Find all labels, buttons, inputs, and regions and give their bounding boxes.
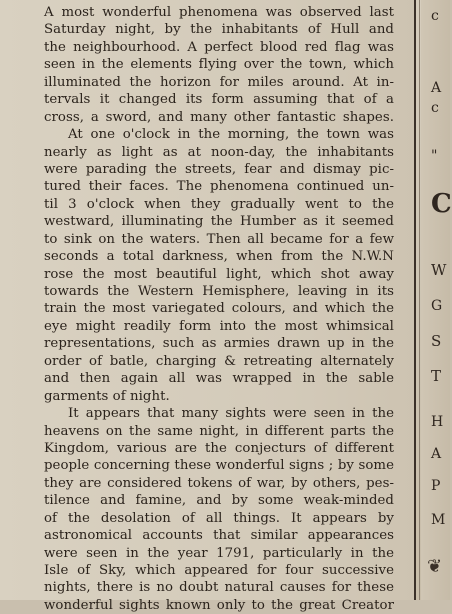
adjacent-fragment: P <box>431 478 441 494</box>
article-line: and then again all was wrapped in the sable <box>44 371 394 387</box>
article-line: heavens on the same night, in different parts the <box>44 423 394 439</box>
article-line: representations, such as armies drawn up in the <box>44 336 394 352</box>
article-line: rose the most beautiful light, which shot away <box>44 266 394 282</box>
article-line: to sink on the waters. Then all became for a few <box>44 231 394 247</box>
article-line: they are considered tokens of war, by others, pes- <box>44 475 394 491</box>
article-line: illuminated the horizon for miles around. At in- <box>44 74 394 90</box>
adjacent-fragment: H <box>431 414 444 430</box>
article-line: eye might readily form into the most whimsical <box>44 318 394 334</box>
article-line: Kingdom, various are the conjecturs of different <box>44 440 394 456</box>
article-line: It appears that many sights were seen in the <box>68 406 394 422</box>
adjacent-fragment: G <box>431 298 443 314</box>
column-divider <box>414 0 416 600</box>
article-line: cross, a sword, and many other fantastic shapes. <box>44 109 394 125</box>
adjacent-fragment: A <box>431 446 442 462</box>
article-line: order of batle, charging & retreating alternately <box>44 353 394 369</box>
article-line: tervals it changed its form assuming that of a <box>44 92 394 108</box>
article-line: nearly as light as at noon-day, the inhabitants <box>44 144 394 160</box>
article-line: astronomical accounts that similar appearances <box>44 528 394 544</box>
adjacent-fragment: C <box>431 189 452 219</box>
adjacent-fragment: A <box>431 80 442 96</box>
article-line: At one o'clock in the morning, the town was <box>68 127 394 143</box>
article-line: train the most variegated colours, and which the <box>44 301 394 317</box>
article-line: Saturday night, by the inhabitants of Hull and <box>44 22 394 38</box>
article-line: people concerning these wonderful signs ; by some <box>44 458 394 474</box>
article-line: seen in the elements flying over the town, which <box>44 57 394 73</box>
article-line: wonderful sights known only to the great Creator <box>44 597 394 613</box>
article-text <box>44 4 394 614</box>
article-line: were seen in the year 1791, particularly in the <box>44 545 394 561</box>
article-line: tured their faces. The phenomena continued un- <box>44 179 394 195</box>
article-line: seconds a total darkness, when from the N.W.N <box>44 249 394 265</box>
floral-ornament-icon: ❦ <box>427 556 443 577</box>
article-line: westward, illuminating the Humber as it seemed <box>44 214 394 230</box>
article-line: garments of night. <box>44 388 170 404</box>
adjacent-fragment: S <box>431 332 442 350</box>
article-line: tilence and famine, and by some weak-minded <box>44 493 394 509</box>
article-line: the neighbourhood. A perfect blood red flag was <box>44 39 394 55</box>
adjacent-fragment: M <box>431 512 446 528</box>
adjacent-fragment: T <box>431 367 442 385</box>
article-line: til 3 o'clock when they gradually went to the <box>44 196 394 212</box>
article-line: towards the Western Hemisphere, leaving in its <box>44 284 394 299</box>
article-line: Isle of Sky, which appeared for four successive <box>44 563 394 578</box>
article-line: were parading the streets, fear and dismay pic- <box>44 161 394 177</box>
article-line: nights, there is no doubt natural causes for these <box>44 580 394 596</box>
article-line: A most wonderful phenomena was observed last <box>44 5 394 20</box>
adjacent-fragment: W <box>431 261 447 279</box>
adjacent-fragment: c <box>431 8 439 24</box>
adjacent-column <box>421 0 450 600</box>
article-line: of the desolation of all things. It appears by <box>44 510 394 526</box>
adjacent-fragment: " <box>431 148 438 164</box>
column-divider-thin <box>419 0 420 600</box>
adjacent-fragment: c <box>431 100 439 116</box>
